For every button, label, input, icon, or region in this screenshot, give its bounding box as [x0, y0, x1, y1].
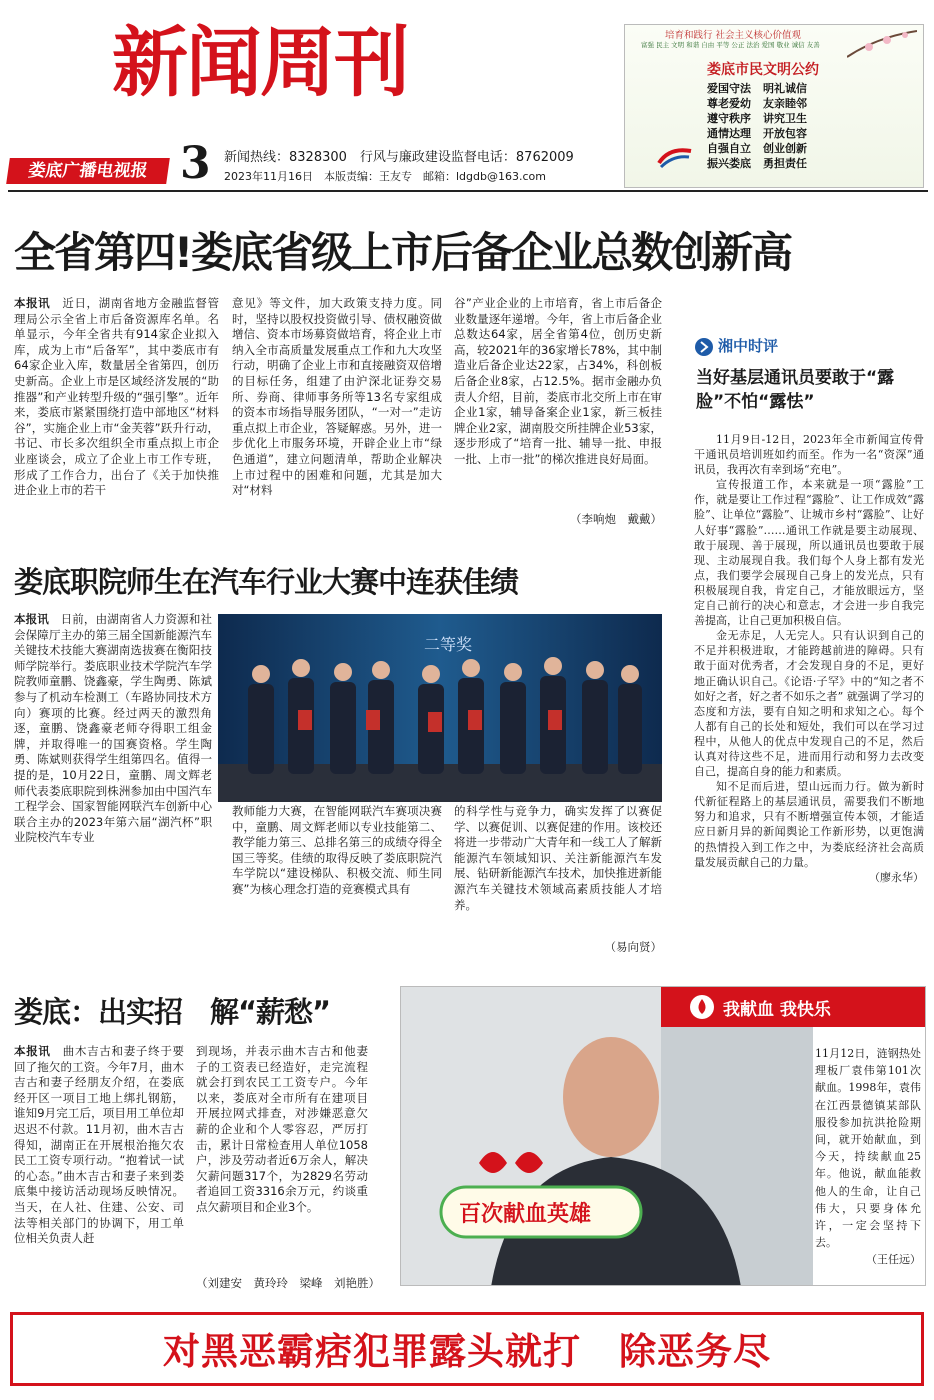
article2-column-2: 教师能力大赛，在智能网联汽车赛项决赛中，童鹏、周文辉老师以专业技能第二、教学能力第三、总排名第三的成绩夺得全国三等奖。佳绩的取得反映了娄底职院汽车学院以“建设梯队、积极交流、师生同赛”为核心理念打造的竞赛模式具有: [232, 804, 442, 896]
commentary-body: [694, 432, 924, 885]
article2-text: 日前，由湖南省人力资源和社会保障厅主办的第三届全国新能源汽车关键技术技能大赛湖南选拔赛在衡阳技师学院举行。娄底职业技术学院汽车学院教师童鹏、饶鑫豪，学生陶勇、陈斌参与了机动车检测工（车路协同技术方向）赛项的比赛。经过两天的激烈角逐，童鹏、饶鑫豪老师夺得职工组金牌，并取得唯一的国赛资格。学生陶勇、陈斌则获得学生组第四名。值得一提的是，10月22日，童鹏、周文辉老师代表娄底职院到株洲参加由中国汽车工程学会、国家智能网联汽车创新中心联合主办的2023年第六届“湖汽杯”职业院校汽车专业: [14, 612, 212, 845]
convention-line: 自强自立: [707, 142, 751, 155]
brand-badge: 娄底广播电视报: [6, 158, 170, 184]
article2-column-3: 的科学性与竞争力，确实发挥了以赛促学、以赛促训、以赛促建的作用。该校还将进一步带动广大青年和一线工人了解新能源汽车领域知识、关注新能源汽车发展、钻研新能源汽车技术，加快推进新能源汽车关键技术领域高素质技能人才培养。: [454, 804, 662, 912]
convention-line: 友亲睦邻: [763, 97, 807, 110]
article1-headline: 全省第四!娄底省级上市后备企业总数创新高: [14, 228, 792, 277]
convention-line: 开放包容: [763, 127, 807, 140]
blood-donor-photo: [401, 987, 813, 1286]
convention-line: 明礼诚信: [763, 82, 807, 95]
article1-column-2: 意见》等文件，加大政策支持力度。同时，坚持以股权投资做引导、债权融资做增信、资本市场募资做培育，将企业上市纳入全市高质量发展重点工作和九大攻坚行动，明确了企业上市和直接融资双倍增的目标任务，组建了由沪深北证券交易所、券商、律师事务所等13名专家组成的资本市场指导服务团队，“一对一”走访重点拟上市企业，答疑解惑。另外，进一步优化上市服务环境，开辟企业上市“绿色通道”，建立问题清单，帮助企业解决上市过程中的困难和问题，尤其是加大对“材料: [232, 296, 442, 498]
blood-banner: [661, 987, 926, 1027]
award-banner-text: 二等奖: [424, 635, 473, 654]
column-tag: [694, 333, 814, 359]
article2-headline: 娄底职院师生在汽车行业大赛中连获佳绩: [14, 565, 519, 599]
article2-column-1: [14, 612, 212, 984]
convention-line: 尊老爱幼: [707, 97, 751, 110]
convention-line: 遵守秩序: [707, 112, 751, 125]
convention-slogan: 培育和践行 社会主义核心价值观: [665, 30, 802, 41]
convention-line: 通情达理: [707, 127, 751, 140]
blood-byline: （王任远）: [866, 1253, 921, 1267]
hotline: 新闻热线：8328300 行风与廉政建设监督电话：8762009: [224, 150, 574, 165]
article3-headline: 娄底：出实招 解“薪愁”: [14, 995, 331, 1029]
article3-byline: （刘建安 黄玲玲 梁峰 刘艳胜）: [196, 1276, 380, 1290]
convention-line: 勇担责任: [763, 157, 807, 170]
commentary-byline: （廖永华）: [869, 870, 924, 884]
award-photo: [218, 614, 662, 802]
article1-column-1: [14, 296, 219, 528]
convention-line: 讲究卫生: [763, 112, 807, 125]
page-number: 3: [180, 138, 211, 189]
article3-column-1: [14, 1044, 184, 1294]
blood-drop-icon: [689, 994, 715, 1020]
masthead-title: 新闻周刊: [112, 18, 408, 107]
convention-line: 爱国守法: [707, 82, 751, 95]
award-ceremony-image: [218, 614, 662, 802]
article1-text: 近日，湖南省地方金融监督管理局公示全省上市后备资源库名单。名单显示，今年全省共有914家企业拟入库，成为上市“后备军”，其中娄底市有64家企业入库，数量居全省第四，创历史新高。企业上市是区域经济发展的“助推器”和产业转型升级的“强引擎”。近年来，娄底市紧紧围绕打造中部地区“材料谷”，实施企业上市“金芙蓉”跃升行动，书记、市长多次组织全市重点拟上市企业座谈会，成立了企业上市工作专班，形成了工作合力，出台了《关于加快推进企业上市的若干: [14, 296, 219, 498]
article1-column-3: 谷”产业企业的上市培育，省上市后备企业数量逐年递增。今年，省上市后备企业总数达64家，居全省第4位，创历史新高，较2021年的36家增长78%，其中制造业后备企业达22家，占34%，科创板后备企业8家，占12.5%。据市金融办负责人介绍，目前，娄底市北交所上市在审企业1家，辅导备案企业1家，新三板挂牌企业2家，湖南股交所挂牌企业53家，逐步形成了“培育一批、辅导一批、申报一批、上市一批”的梯次推进良好局面。: [454, 296, 662, 466]
civility-logo-icon: [655, 143, 695, 169]
bottom-slogan: 对黑恶霸痞犯罪露头就打 除恶务尽: [163, 1330, 771, 1373]
convention-title: 娄底市民文明公约: [707, 62, 819, 78]
masthead-divider: [8, 190, 928, 192]
hero-badge-text: 百次献血英雄: [459, 1202, 592, 1227]
bottom-slogan-bar: [10, 1312, 924, 1386]
article3-text: 曲木吉古和妻子终于要回了拖欠的工资。今年7月，曲木吉古和妻子经朋友介绍，在娄底经开区一项目工地上绑扎钢筋，谁知9月完工后，项目用工单位却迟迟不付款。11月初，曲木吉古得知，湖南正在开展根治拖欠农民工工资专项行动。“抱着试一试的心态。”曲木吉古和妻子来到娄底集中接访活动现场反映情况。当天，在人社、住建、公安、司法等相关部门的协调下，用工单位相关负责人赶: [14, 1044, 184, 1246]
blood-banner-text: 我献血 我快乐: [723, 1000, 831, 1020]
convention-values: 富强 民主 文明 和谐 自由 平等 公正 法治 爱国 敬业 诚信 友善: [641, 41, 820, 49]
commentary-paragraph: 11月9日-12日，2023年全市新闻宣传骨干通讯员培训班如约而至。作为一名“资深”通讯员，我再次有幸到场“充电”。: [694, 433, 924, 477]
article3-lead: 本报讯: [14, 1044, 51, 1058]
blood-caption-text: 11月12日，涟钢热处理板厂袁伟第101次献血。1998年，袁伟在江西景德镇某部队服役参加抗洪抢险期间，就开始献血，到今天，持续献血25年。他说，献血能救他人的生命，让自己伟大，只要身体允许，一定会坚持下去。: [815, 1047, 921, 1250]
convention-line: 创业创新: [763, 142, 807, 155]
commentary-title: 当好基层通讯员要敢于“露脸”不怕“露怯”: [696, 368, 895, 412]
date-line: 2023年11月16日 本版责编：王友专 邮箱：ldgdb@163.com: [224, 170, 546, 183]
article2-lead: 本报讯: [14, 612, 49, 626]
commentary-paragraph: 宣传报道工作，本来就是一项“露脸”工作，就是要让工作过程“露脸”、让工作成效“露脸”、让单位“露脸”、让城市乡村“露脸”、让好人好事“露脸”……通讯工作就是要主动展现、敢于展现、善于展现，所以通讯员也要敢于展现、主动展现自我。我们每个人身上都有发光点，我们要学会展现自己身上的发光点，只有积极展现自我，肯定自己，才能放眼远方，坚定自己前行的决心和意志，才会进一步自我完善提高，让自己更加积极自信。: [694, 478, 924, 628]
article1-byline: （李响炮 戴戴）: [570, 512, 662, 526]
commentary-paragraph: 金无赤足，人无完人。只有认识到自己的不足并积极进取，才能跨越前进的障碍。只有敢于面对优秀者，才会发现自身的不足，更好地正确认识自己。《论语·子罕》中的“知之者不如好之者，好之者不如乐之者” 就强调了学习的态度和方法，要有自知之明和求知之心。每个人都有自己的长处和短处，我们可以在学习过程中，从他人的优点中发现自己的不足，然后认真对待这些不足，进而用行动和努力去改变自己，提高自身的能力和素质。: [694, 629, 924, 779]
plum-blossom-icon: [847, 27, 917, 67]
civility-convention-box: [624, 24, 924, 188]
chevron-right-icon: [694, 337, 714, 357]
convention-lines: [707, 81, 867, 171]
article1-lead: 本报讯: [14, 296, 51, 310]
column-tag-label: 湘中时评: [718, 337, 779, 355]
blood-caption: [815, 1045, 921, 1269]
blood-donation-feature: [400, 986, 926, 1286]
article3-column-2: 到现场，并表示曲木吉古和他妻子的工资表已经造好，走完流程就会打到农民工工资专户。今年以来，娄底对全市所有在建项目开展拉网式排查，对涉嫌恶意欠薪的企业和个人零容忍，严厉打击，累计日常检查用人单位1058户，涉及劳动者近6万余人，解决欠薪问题317个，为2829名劳动者追回工资3316余万元，约谈重点欠薪项目和企业3个。: [196, 1044, 368, 1214]
article2-byline: （易向贤）: [604, 940, 662, 954]
convention-line: 振兴娄底: [707, 157, 751, 170]
commentary-paragraph: 知不足而后进，望山远而力行。做为新时代新征程路上的基层通讯员，需要我们不断地努力和追求，只有不断增强宣传本领，才能适应日新月异的新闻舆论工作新形势，以更饱满的热情投入到工作之中，为娄底经济社会高质量发展贡献自己的力量。: [694, 780, 924, 869]
